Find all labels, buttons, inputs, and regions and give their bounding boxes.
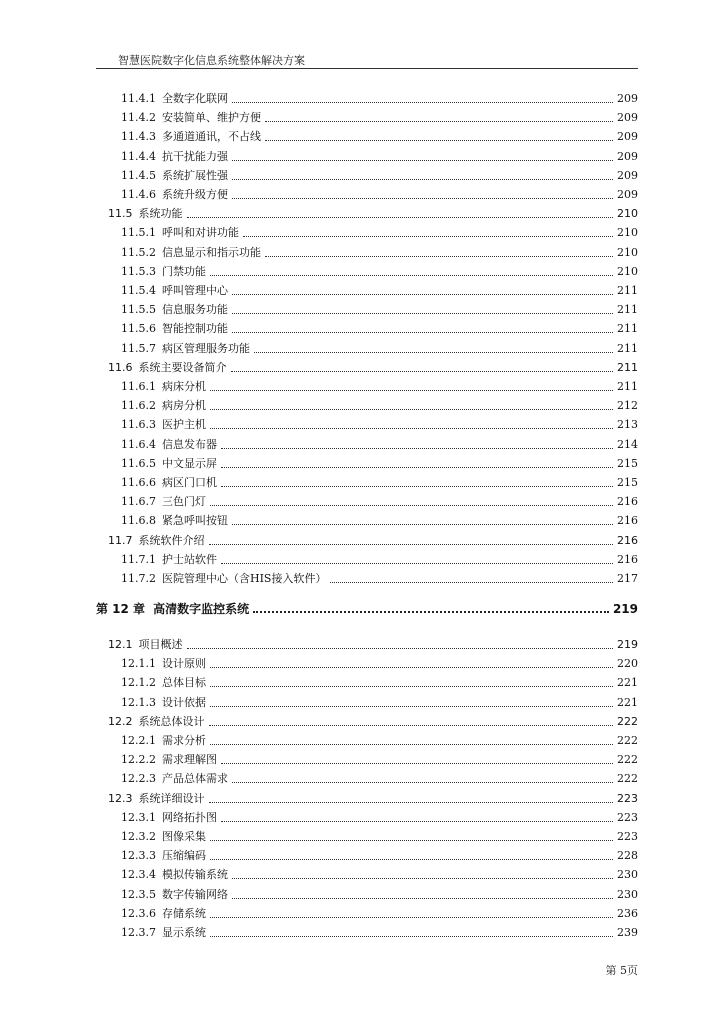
toc-entry-page: 209 <box>617 92 638 105</box>
toc-dot-leader <box>209 543 614 545</box>
toc-entry-number: 12.1.1 <box>121 657 156 671</box>
toc-dot-leader <box>221 485 613 487</box>
toc-entry-label: 病区门口机 <box>162 476 217 489</box>
toc-entry-page: 221 <box>617 695 638 709</box>
toc-entry-number: 11.6.8 <box>121 514 156 528</box>
toc-entry[interactable] <box>121 301 638 317</box>
toc-entry-page: 220 <box>617 657 638 671</box>
toc-entry-page: 223 <box>617 810 638 824</box>
toc-entry[interactable] <box>121 109 638 125</box>
toc-entry[interactable] <box>121 378 638 394</box>
toc-entry-number: 12.2.3 <box>121 772 156 786</box>
toc-dot-leader <box>232 197 613 199</box>
toc-entry-page: 211 <box>617 380 638 393</box>
toc-entry-number: 12.1.3 <box>121 695 156 709</box>
toc-dot-leader <box>221 447 613 449</box>
toc-entry[interactable] <box>121 263 638 279</box>
toc-entry-label: 智能控制功能 <box>162 322 228 336</box>
toc-entry[interactable] <box>108 713 638 729</box>
toc-entry-page: 209 <box>617 168 638 182</box>
toc-dot-leader <box>209 801 614 803</box>
toc-entry[interactable] <box>108 205 638 221</box>
toc-entry-label: 设计依据 <box>162 695 206 709</box>
toc-entry-number: 11.5.6 <box>121 322 156 336</box>
toc-entry-page: 219 <box>617 638 638 651</box>
toc-entry-number: 11.6.4 <box>121 437 156 451</box>
toc-entry[interactable] <box>121 474 638 490</box>
toc-entry-number: 11.5.3 <box>121 264 156 278</box>
toc-entry[interactable] <box>121 751 638 767</box>
toc-dot-leader <box>232 293 613 295</box>
toc-entry[interactable] <box>121 224 638 240</box>
toc-entry[interactable] <box>121 905 638 921</box>
toc-entry-label: 网络拓扑图 <box>162 810 217 824</box>
toc-dot-leader <box>265 120 613 122</box>
toc-entry[interactable] <box>121 244 638 260</box>
toc-entry-page: 210 <box>617 207 638 221</box>
toc-entry-page: 230 <box>617 868 638 882</box>
toc-entry-label: 病区管理服务功能 <box>162 341 250 355</box>
toc-dot-leader <box>232 897 613 899</box>
toc-dot-leader <box>232 159 613 161</box>
toc-entry-page: 216 <box>617 533 638 547</box>
toc-entry-page: 222 <box>617 753 638 767</box>
toc-entry-page: 210 <box>617 264 638 278</box>
toc-entry-label: 压缩编码 <box>162 849 206 863</box>
toc-dot-leader <box>210 504 613 506</box>
toc-entry[interactable] <box>121 809 638 825</box>
page-number: 第 5页 <box>605 964 638 977</box>
toc-dot-leader <box>210 666 613 668</box>
toc-entry-label: 多通道通讯，不占线 <box>162 130 261 144</box>
toc-entry-page: 211 <box>617 284 638 297</box>
toc-entry-number: 11.5.5 <box>121 303 156 317</box>
toc-entry-page: 230 <box>617 887 638 901</box>
toc-entry-number: 12.3.2 <box>121 830 156 843</box>
toc-dot-leader <box>210 743 613 745</box>
toc-dot-leader <box>232 312 613 314</box>
toc-entry-label: 存储系统 <box>162 906 206 920</box>
toc-entry-page: 209 <box>617 188 638 201</box>
toc-dot-leader <box>221 762 613 764</box>
toc-dot-leader <box>210 935 613 937</box>
toc-entry[interactable] <box>121 148 638 164</box>
toc-entry-number: 11.6.7 <box>121 495 156 509</box>
toc-entry-page: 239 <box>617 926 638 939</box>
toc-entry-number: 11.7.1 <box>121 552 156 566</box>
toc-entry-number: 12.2.1 <box>121 734 156 747</box>
toc-entry-number: 12.3 <box>108 791 133 805</box>
toc-entry-label: 显示系统 <box>162 926 206 939</box>
toc-entry-page: 215 <box>617 476 638 489</box>
toc-dot-leader <box>210 274 613 276</box>
toc-entry-page: 216 <box>617 514 638 528</box>
toc-entry-page: 219 <box>612 602 638 616</box>
toc-entry[interactable] <box>108 636 638 652</box>
toc-entry-number: 11.5.2 <box>121 245 156 259</box>
toc-entry-label: 系统总体设计 <box>138 714 205 728</box>
toc-entry[interactable] <box>121 866 638 882</box>
toc-entry-label: 紧急呼叫按钮 <box>162 514 228 528</box>
toc-entry[interactable] <box>121 655 638 671</box>
toc-entry[interactable] <box>121 828 638 844</box>
toc-entry-label: 需求分析 <box>162 734 206 747</box>
toc-entry-number: 12.3.6 <box>121 906 156 920</box>
toc-entry-label: 项目概述 <box>138 638 183 651</box>
toc-entry-page: 213 <box>617 418 638 432</box>
toc-dot-leader <box>210 685 613 687</box>
toc-entry-page: 216 <box>617 552 638 566</box>
toc-dot-leader <box>265 139 613 141</box>
toc-dot-leader <box>210 839 613 841</box>
document-title: 智慧医院数字化信息系统整体解决方案 <box>118 54 305 67</box>
toc-entry[interactable] <box>121 512 638 528</box>
toc-entry-page: 222 <box>617 714 638 728</box>
toc-dot-leader <box>231 370 614 372</box>
toc-entry[interactable] <box>121 570 638 586</box>
toc-entry-number: 11.4.5 <box>121 168 156 182</box>
toc-entry-label: 信息服务功能 <box>162 303 228 317</box>
toc-entry-page: 211 <box>617 360 638 374</box>
toc-entry-page: 209 <box>617 149 638 163</box>
toc-dot-leader <box>221 562 613 564</box>
toc-entry-label: 需求理解图 <box>162 753 217 767</box>
toc-entry[interactable] <box>121 186 638 202</box>
toc-entry-page: 223 <box>617 830 638 843</box>
toc-entry-page: 209 <box>617 111 638 125</box>
toc-entry-label: 中文显示屏 <box>162 456 217 470</box>
toc-entry-number: 11.4.2 <box>121 111 156 125</box>
toc-entry[interactable] <box>121 551 638 567</box>
toc-entry-page: 211 <box>617 341 638 355</box>
toc-dot-leader <box>232 877 613 879</box>
toc-entry[interactable] <box>121 732 638 748</box>
toc-entry[interactable] <box>121 770 638 786</box>
toc-entry-label: 门禁功能 <box>162 264 206 278</box>
toc-dot-leader <box>232 781 613 783</box>
toc-entry-number: 11.5 <box>108 207 133 221</box>
toc-entry-label: 系统主要设备简介 <box>138 360 227 374</box>
toc-entry-page: 217 <box>617 572 638 585</box>
toc-dot-leader <box>221 466 613 468</box>
toc-entry-label: 高清数字监控系统 <box>153 602 250 616</box>
toc-entry-label: 系统功能 <box>138 207 183 221</box>
toc-entry-number: 12.3.4 <box>121 868 156 882</box>
toc-entry-number: 11.6.3 <box>121 418 156 432</box>
toc-entry-page: 221 <box>617 676 638 690</box>
toc-entry[interactable] <box>121 90 638 106</box>
toc-entry-number: 11.6.1 <box>121 380 156 393</box>
toc-dot-leader <box>265 255 613 257</box>
toc-entry-label: 设计原则 <box>162 657 206 671</box>
toc-dot-leader <box>210 427 613 429</box>
toc-entry-label: 呼叫和对讲功能 <box>162 226 239 240</box>
toc-dot-leader <box>210 408 613 410</box>
toc-dot-leader <box>232 178 613 180</box>
toc-entry-page: 212 <box>617 399 638 413</box>
toc-entry-number: 11.7.2 <box>121 572 156 585</box>
toc-entry[interactable] <box>121 674 638 690</box>
toc-entry-label: 呼叫管理中心 <box>162 284 228 297</box>
toc-entry-number: 12.1.2 <box>121 676 156 690</box>
toc-entry-page: 228 <box>617 849 638 863</box>
toc-dot-leader <box>210 705 613 707</box>
toc-entry-label: 数字传输网络 <box>162 887 228 901</box>
toc-entry-label: 系统扩展性强 <box>162 168 228 182</box>
toc-entry-label: 信息显示和指示功能 <box>162 245 261 259</box>
toc-entry[interactable] <box>121 416 638 432</box>
toc-dot-leader <box>221 820 613 822</box>
toc-entry-page: 210 <box>617 245 638 259</box>
toc-entry[interactable] <box>121 847 638 863</box>
toc-entry-label: 系统升级方便 <box>162 188 228 201</box>
toc-dot-leader <box>210 389 613 391</box>
toc-entry-label: 医护主机 <box>162 418 206 432</box>
toc-entry-number: 11.6.5 <box>121 456 156 470</box>
toc-entry-label: 产品总体需求 <box>162 772 228 786</box>
toc-entry-number: 11.7 <box>108 533 133 547</box>
toc-entry-label: 总体目标 <box>162 676 206 690</box>
toc-entry-page: 222 <box>617 772 638 786</box>
toc-dot-leader <box>232 523 613 525</box>
toc-dot-leader <box>187 647 614 649</box>
toc-entry-number: 11.4.1 <box>121 92 156 105</box>
toc-entry-label: 全数字化联网 <box>162 92 228 105</box>
toc-entry-page: 223 <box>617 791 638 805</box>
toc-entry-number: 12.1 <box>108 638 133 651</box>
toc-entry[interactable] <box>121 397 638 413</box>
toc-dot-leader <box>210 916 613 918</box>
toc-entry-number: 第 12 章 <box>96 602 146 616</box>
toc-dot-leader <box>330 581 613 583</box>
toc-entry[interactable] <box>121 924 638 940</box>
toc-dot-leader <box>232 101 613 103</box>
toc-entry-number: 11.4.3 <box>121 130 156 144</box>
toc-entry[interactable] <box>121 282 638 298</box>
toc-entry-page: 211 <box>617 303 638 317</box>
toc-entry-number: 12.3.5 <box>121 887 156 901</box>
toc-entry-label: 安装简单、维护方便 <box>162 111 261 125</box>
toc-entry-label: 医院管理中心（含HIS接入软件） <box>162 572 327 585</box>
toc-dot-leader <box>187 216 614 218</box>
toc-entry[interactable] <box>108 790 638 806</box>
toc-entry[interactable] <box>121 493 638 509</box>
toc-entry-label: 系统软件介绍 <box>138 533 205 547</box>
toc-entry[interactable] <box>121 694 638 710</box>
toc-entry[interactable] <box>108 359 638 375</box>
toc-entry-page: 222 <box>617 734 638 747</box>
toc-entry-number: 12.3.3 <box>121 849 156 863</box>
toc-entry-label: 护士站软件 <box>162 552 217 566</box>
toc-entry-number: 11.5.7 <box>121 341 156 355</box>
toc-dot-leader <box>209 724 614 726</box>
toc-entry-number: 11.6 <box>108 360 133 374</box>
toc-entry-label: 三色门灯 <box>162 495 206 509</box>
toc-entry-label: 抗干扰能力强 <box>162 149 228 163</box>
toc-entry[interactable] <box>121 886 638 902</box>
toc-dot-leader <box>253 610 609 613</box>
toc-entry-page: 210 <box>617 226 638 240</box>
toc-chapter-entry[interactable] <box>96 600 638 616</box>
toc-entry[interactable] <box>121 167 638 183</box>
toc-entry-number: 11.6.2 <box>121 399 156 413</box>
toc-entry-label: 信息发布器 <box>162 437 217 451</box>
toc-entry[interactable] <box>121 128 638 144</box>
toc-entry[interactable] <box>121 340 638 356</box>
toc-entry-page: 215 <box>617 456 638 470</box>
toc-dot-leader <box>232 331 613 333</box>
toc-entry-label: 系统详细设计 <box>138 791 205 805</box>
toc-entry[interactable] <box>108 532 638 548</box>
toc-entry-number: 12.2 <box>108 714 133 728</box>
toc-entry-number: 11.4.4 <box>121 149 156 163</box>
toc-entry-label: 模拟传输系统 <box>162 868 228 882</box>
toc-entry[interactable] <box>121 455 638 471</box>
toc-entry-page: 216 <box>617 495 638 509</box>
toc-entry-label: 病房分机 <box>162 399 206 413</box>
toc-dot-leader <box>210 858 613 860</box>
toc-entry-number: 11.6.6 <box>121 476 156 489</box>
toc-entry-number: 11.5.4 <box>121 284 156 297</box>
toc-entry-number: 12.3.1 <box>121 810 156 824</box>
toc-entry-page: 236 <box>617 906 638 920</box>
toc-dot-leader <box>243 235 613 237</box>
toc-entry-page: 214 <box>617 437 638 451</box>
toc-entry[interactable] <box>121 320 638 336</box>
toc-entry[interactable] <box>121 436 638 452</box>
toc-entry-number: 12.2.2 <box>121 753 156 767</box>
toc-entry-number: 12.3.7 <box>121 926 156 939</box>
toc-entry-number: 11.4.6 <box>121 188 156 201</box>
toc-entry-page: 211 <box>617 322 638 336</box>
toc-entry-page: 209 <box>617 130 638 144</box>
toc-entry-label: 图像采集 <box>162 830 206 843</box>
toc-entry-number: 11.5.1 <box>121 226 156 240</box>
toc-entry-label: 病床分机 <box>162 380 206 393</box>
toc-dot-leader <box>254 351 613 353</box>
